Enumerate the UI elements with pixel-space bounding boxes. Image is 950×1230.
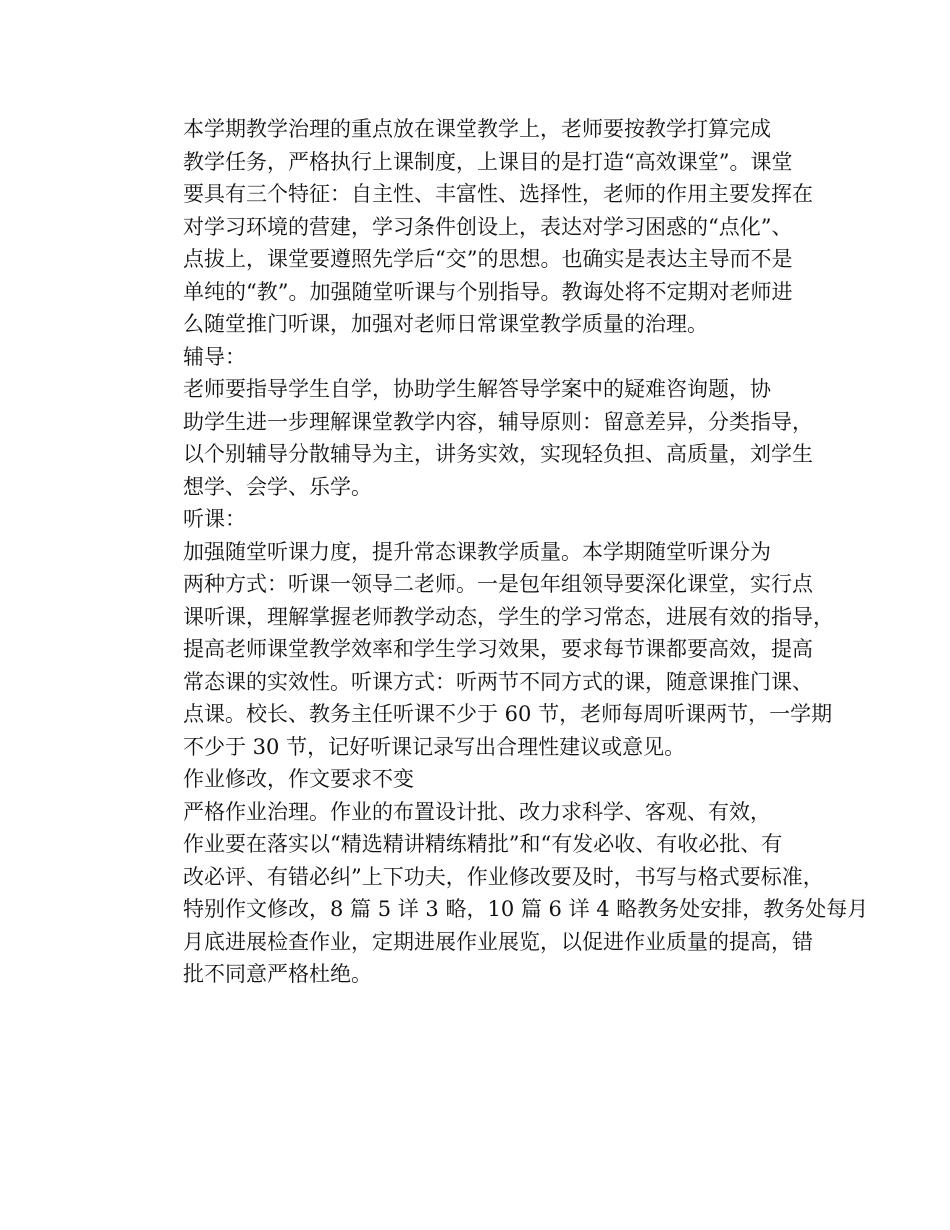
text-line: 点拔上，课堂要遵照先学后“交”的思想。也确实是表达主导而不是 xyxy=(183,247,793,271)
text-line: 批不同意严格杜绝。 xyxy=(183,962,372,986)
text-line: 严格作业治理。作业的布置设计批、改力求科学、客观、有效， xyxy=(183,799,771,824)
text-line: 提高老师课堂教学效率和学生学习效果，要求每节课都要高效，提高 xyxy=(183,637,813,661)
text-line: 老师要指导学生自学，协助学生解答导学案中的疑难咨询题，协 xyxy=(183,377,771,401)
section-heading-homework xyxy=(141,763,813,796)
paragraph-homework xyxy=(141,796,869,991)
text-line: 点课。校长、教务主任听课不少于 60 节，老师每周听课两节，一学期 xyxy=(183,702,833,726)
text-line: 么随堂推门听课，加强对老师日常课堂教学质量的治理。 xyxy=(183,312,708,336)
paragraph-tutoring xyxy=(141,373,813,503)
text-line: 作业要在落实以“精选精讲精练精批”和“有发必收、有收必批、有 xyxy=(183,832,783,856)
text-line: 本学期教学治理的重点放在课堂教学上，老师要按教学打算完成 xyxy=(183,117,771,141)
text-line: 课听课，理解掌握老师教学动态，学生的学习常态，进展有效的指导， xyxy=(183,604,834,629)
text-line: 对学习环境的营建，学习条件创设上，表达对学习困惑的“点化”、 xyxy=(183,214,793,239)
text-line: 想学、会学、乐学。 xyxy=(183,474,372,499)
text-line: 教学任务，严格执行上课制度，上课目的是打造“高效课堂”。课堂 xyxy=(183,149,793,174)
text-line: 特别作文修改，8 篇 5 详 3 略，10 篇 6 详 4 略教务处安排，教务处每月 xyxy=(183,897,869,921)
section-heading-lesson-observation xyxy=(141,503,813,536)
text-line: 常态课的实效性。听课方式：听两节不同方式的课，随意课推门课、 xyxy=(183,669,813,694)
text-line: 两种方式：听课一领导二老师。一是包年组领导要深化课堂，实行点 xyxy=(183,572,813,596)
text-line: 助学生进一步理解课堂教学内容，辅导原则：留意差异，分类指导， xyxy=(183,409,813,434)
text-line: 加强随堂听课力度，提升常态课教学质量。本学期随堂听课分为 xyxy=(183,539,771,564)
heading-line: 辅导： xyxy=(183,344,246,369)
paragraph-lesson-observation xyxy=(141,536,834,764)
text-line: 改必评、有错必纠”上下功夫，作业修改要及时，书写与格式要标准， xyxy=(183,864,824,889)
text-line: 以个别辅导分散辅导为主，讲务实效，实现轻负担、高质量，刘学生 xyxy=(183,442,813,466)
paragraph-classroom-teaching xyxy=(141,113,813,341)
heading-line: 听课： xyxy=(183,507,246,531)
text-line: 单纯的“教”。加强随堂听课与个别指导。教诲处将不定期对老师进 xyxy=(183,279,793,304)
document-body xyxy=(141,113,869,991)
section-heading-tutoring xyxy=(141,341,813,374)
heading-line: 作业修改，作文要求不变 xyxy=(183,767,414,791)
text-line: 月底进展检查作业，定期进展作业展览，以促进作业质量的提高，错 xyxy=(183,929,813,954)
text-line: 不少于 30 节，记好听课记录写出合理性建议或意见。 xyxy=(183,734,686,759)
text-line: 要具有三个特征：自主性、丰富性、选择性，老师的作用主要发挥在 xyxy=(183,182,813,206)
